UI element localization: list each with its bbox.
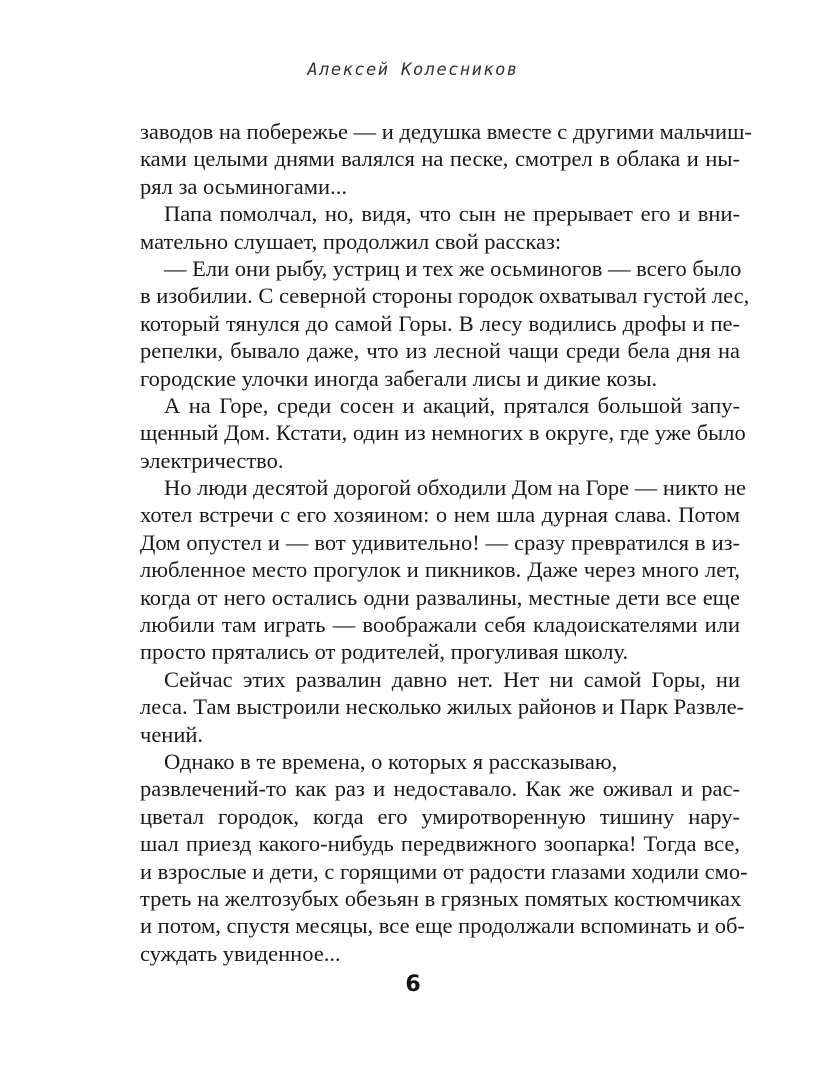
text-line: репелки, бывало даже, что из лесной чащи среди бела дня на: [140, 338, 740, 364]
running-head: Алексей Колесников: [307, 60, 519, 80]
text-line: Сейчас этих развалин давно нет. Нет ни самой Горы, ни: [164, 666, 740, 692]
text-line: любили там играть — воображали себя кладоискателями или: [140, 612, 740, 638]
text-line: мательно слушает, продолжил свой рассказ:: [140, 228, 562, 254]
text-line: заводов на побережье — и дедушка вместе с другими мальчиш-: [140, 119, 752, 144]
text-line: шал приезд какого-нибудь передвижного зоопарка! Тогда все,: [140, 831, 740, 857]
text-line: Но люди десятой дорогой обходили Дом на Горе — никто не: [164, 475, 747, 501]
text-line: когда от него остались одни развалины, местные дети все еще: [140, 584, 740, 610]
text-line: городские улочки иногда забегали лисы и дикие козы.: [140, 365, 658, 391]
body-text: [140, 118, 752, 967]
text-line: развлечений-то как раз и недоставало. Как же оживал и рас-: [140, 776, 740, 802]
text-line: суждать увиденное...: [140, 940, 341, 966]
text-line: треть на желтозубых обезьян в грязных помятых костюмчиках: [140, 885, 742, 911]
text-line: — Ели они рыбу, устриц и тех же осьминогов — всего было: [164, 255, 742, 281]
text-line: любленное место прогулок и пикников. Даже через много лет,: [140, 557, 740, 583]
text-line: и взрослые и дети, с горящими от радости глазами ходили смо-: [140, 858, 748, 884]
text-line: леса. Там выстроили несколько жилых районов и Парк Развле-: [140, 694, 745, 720]
text-line: Однако в те времена, о которых я рассказываю,: [164, 748, 618, 774]
text-line: рял за осьминогами...: [140, 173, 347, 199]
text-line: Дом опустел и — вот удивительно! — сразу превратился в из-: [140, 529, 740, 555]
text-line: Папа помолчал, но, видя, что сын не прерывает его и вни-: [164, 201, 740, 227]
page-number: 6: [405, 972, 421, 997]
text-line: хотел встречи с его хозяином: о нем шла дурная слава. Потом: [140, 502, 740, 528]
text-line: цветал городок, когда его умиротворенную тишину нару-: [140, 803, 740, 829]
text-line: который тянулся до самой Горы. В лесу водились дрофы и пе-: [140, 310, 740, 336]
text-line: А на Горе, среди сосен и акаций, прятался большой запу-: [164, 392, 740, 418]
text-line: ками целыми днями валялся на песке, смотрел в облака и ны-: [140, 146, 740, 172]
text-line: электричество.: [140, 447, 284, 473]
text-line: в изобилии. С северной стороны городок охватывал густой лес,: [140, 283, 750, 309]
text-line: чений.: [140, 721, 204, 747]
text-line: просто прятались от родителей, прогуливая школу.: [140, 639, 629, 665]
text-line: щенный Дом. Кстати, один из немногих в округе, где уже было: [140, 420, 746, 446]
text-line: и потом, спустя месяцы, все еще продолжали вспоминать и об-: [140, 913, 745, 939]
